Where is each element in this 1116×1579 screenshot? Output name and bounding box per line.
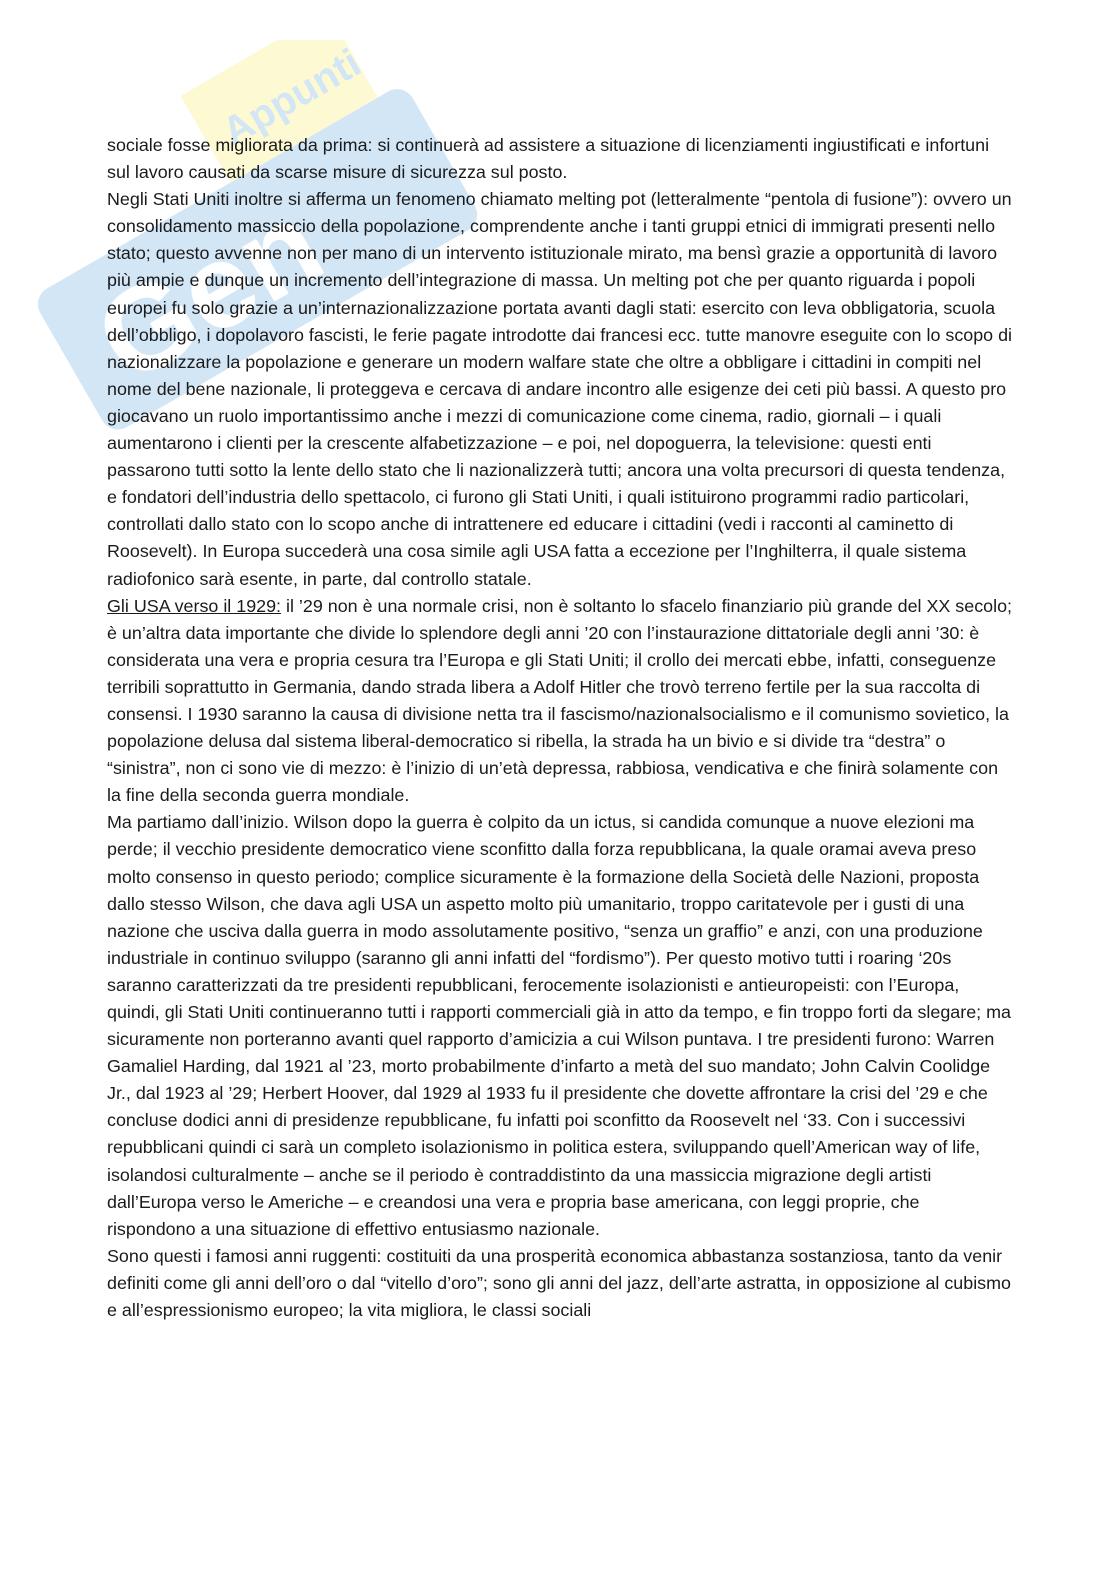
paragraph-5: Sono questi i famosi anni ruggenti: costituiti da una prosperità economica abbastanza sostanziosa, tanto da venir definiti come gli anni dell’oro o dal “vitello d’oro”; sono gli anni del jazz, dell’arte astratta, in opposizione al cubismo e all’espressionismo europeo; la vita migliora, le classi sociali	[107, 1245, 1011, 1321]
document-body	[107, 132, 1012, 1324]
watermark-letters: Gen	[74, 175, 344, 409]
paragraph-2: Negli Stati Uniti inoltre si afferma un fenomeno chiamato melting pot (letteralmente “pentola di fusione”): ovvero un consolidamento massiccio della popolazione, comprendente anche i tanti gruppi etnici di immigrati presenti nello stato; questo avvenne non per mano di un intervento istituzionale mirato, ma bensì grazie a opportunità di lavoro più ampie e dunque un incremento dell’integrazione di massa. Un melting pot che per quanto riguarda i popoli europei fu solo grazie a un’internazionalizzazione portata avanti dagli stati: esercito con leva obbligatoria, scuola dell’obbligo, i dopolavoro fascisti, le ferie pagate introdotte dai francesi ecc. tutte manovre eseguite con lo scopo di nazionalizzare la popolazione e generare un modern walfare state che oltre a obbligare i cittadini in compiti nel nome del bene nazionale, li proteggeva e cercava di andare incontro alle esigenze dei ceti più bassi. A questo pro giocavano un ruolo importantissimo anche i mezzi di comunicazione come cinema, radio, giornali – i quali aumentarono i clienti per la crescente alfabetizzazione – e poi, nel dopoguerra, la televisione: questi enti passarono tutti sotto la lente dello stato che li nazionalizzerà tutti; ancora una volta precursori di questa tendenza, e fondatori dell’industria dello spettacolo, ci furono gli Stati Uniti, i quali istituirono programmi radio particolari, controllati dallo stato con lo scopo anche di intrattenere ed educare i cittadini (vedi i racconti al caminetto di Roosevelt). In Europa succederà una cosa simile agli USA fatta a eccezione per l’Inghilterra, il quale sistema radiofonico sarà esente, in parte, dal controllo statale.	[107, 189, 1013, 589]
paragraph-1: sociale fosse migliorata da prima: si continuerà ad assistere a situazione di licenziamenti ingiustificati e infortuni sul lavoro causati da scarse misure di sicurezza sul posto.	[107, 135, 990, 183]
paragraph-3-text: il ’29 non è una normale crisi, non è soltanto lo sfacelo finanziario più grande del XX secolo; è un’altra data importante che divide lo splendore degli anni ’20 con l’instaurazione dittatoriale degli anni ’30: è considerata una vera e propria cesura tra l’Europa e gli Stati Uniti; il crollo dei mercati ebbe, infatti, conseguenze terribili soprattutto in Germania, dando strada libera a Adolf Hitler che trovò terreno fertile per la sua raccolta di consensi. I 1930 saranno la causa di divisione netta tra il fascismo/nazionalsocialismo e il comunismo sovietico, la popolazione delusa dal sistema liberal-democratico si ribella, la strada ha un bivio e si divide tra “destra” o “sinistra”, non ci sono vie di mezzo: è l’inizio di un’età depressa, rabbiosa, vendicativa e che finirà solamente con la fine della seconda guerra mondiale.	[107, 595, 1012, 806]
paragraph-3	[107, 593, 1012, 810]
section-heading: Gli USA verso il 1929:	[107, 595, 282, 616]
paragraph-4: Ma partiamo dall’inizio. Wilson dopo la guerra è colpito da un ictus, si candida comunque a nuove elezioni ma perde; il vecchio presidente democratico viene sconfitto dalla forza repubblicana, la quale oramai aveva preso molto consenso in questo periodo; complice sicuramente è la formazione della Società delle Nazioni, proposta dallo stesso Wilson, che dava agli USA un aspetto molto più umanitario, troppo caritatevole per i gusti di una nazione che usciva dalla guerra in modo assolutamente positivo, “senza un graffio” e anzi, con una produzione industriale in continuo sviluppo (saranno gli anni infatti del “fordismo”). Per questo motivo tutti i roaring ‘20s saranno caratterizzati da tre presidenti repubblicani, ferocemente isolazionisti e antieuropeisti: con l’Europa, quindi, gli Stati Uniti continueranno tutti i rapporti commerciali già in atto da tempo, e fin troppo forti da slegare; ma sicuramente non porteranno avanti quel rapporto d’amicizia a cui Wilson puntava. I tre presidenti furono: Warren Gamaliel Harding, dal 1921 al ’23, morto probabilmente d’infarto a metà del suo mandato; John Calvin Coolidge Jr., dal 1923 al ’29; Herbert Hoover, dal 1929 al 1933 fu il presidente che dovette affrontare la crisi del ’29 e che concluse dodici anni di presidenze repubblicane, fu infatti poi sconfitto da Roosevelt nel ‘33. Con i successivi repubblicani quindi ci sarà un completo isolazionismo in politica estera, sviluppando quell’American way of life, isolandosi culturalmente – anche se il periodo è contraddistinto da una massiccia migrazione degli artisti dall’Europa verso le Americhe – e creandosi una vera e propria base americana, con leggi proprie, che rispondono a una situazione di effettivo entusiasmo nazionale.	[107, 812, 1011, 1239]
watermark-tagline: Appunti	[215, 40, 369, 155]
